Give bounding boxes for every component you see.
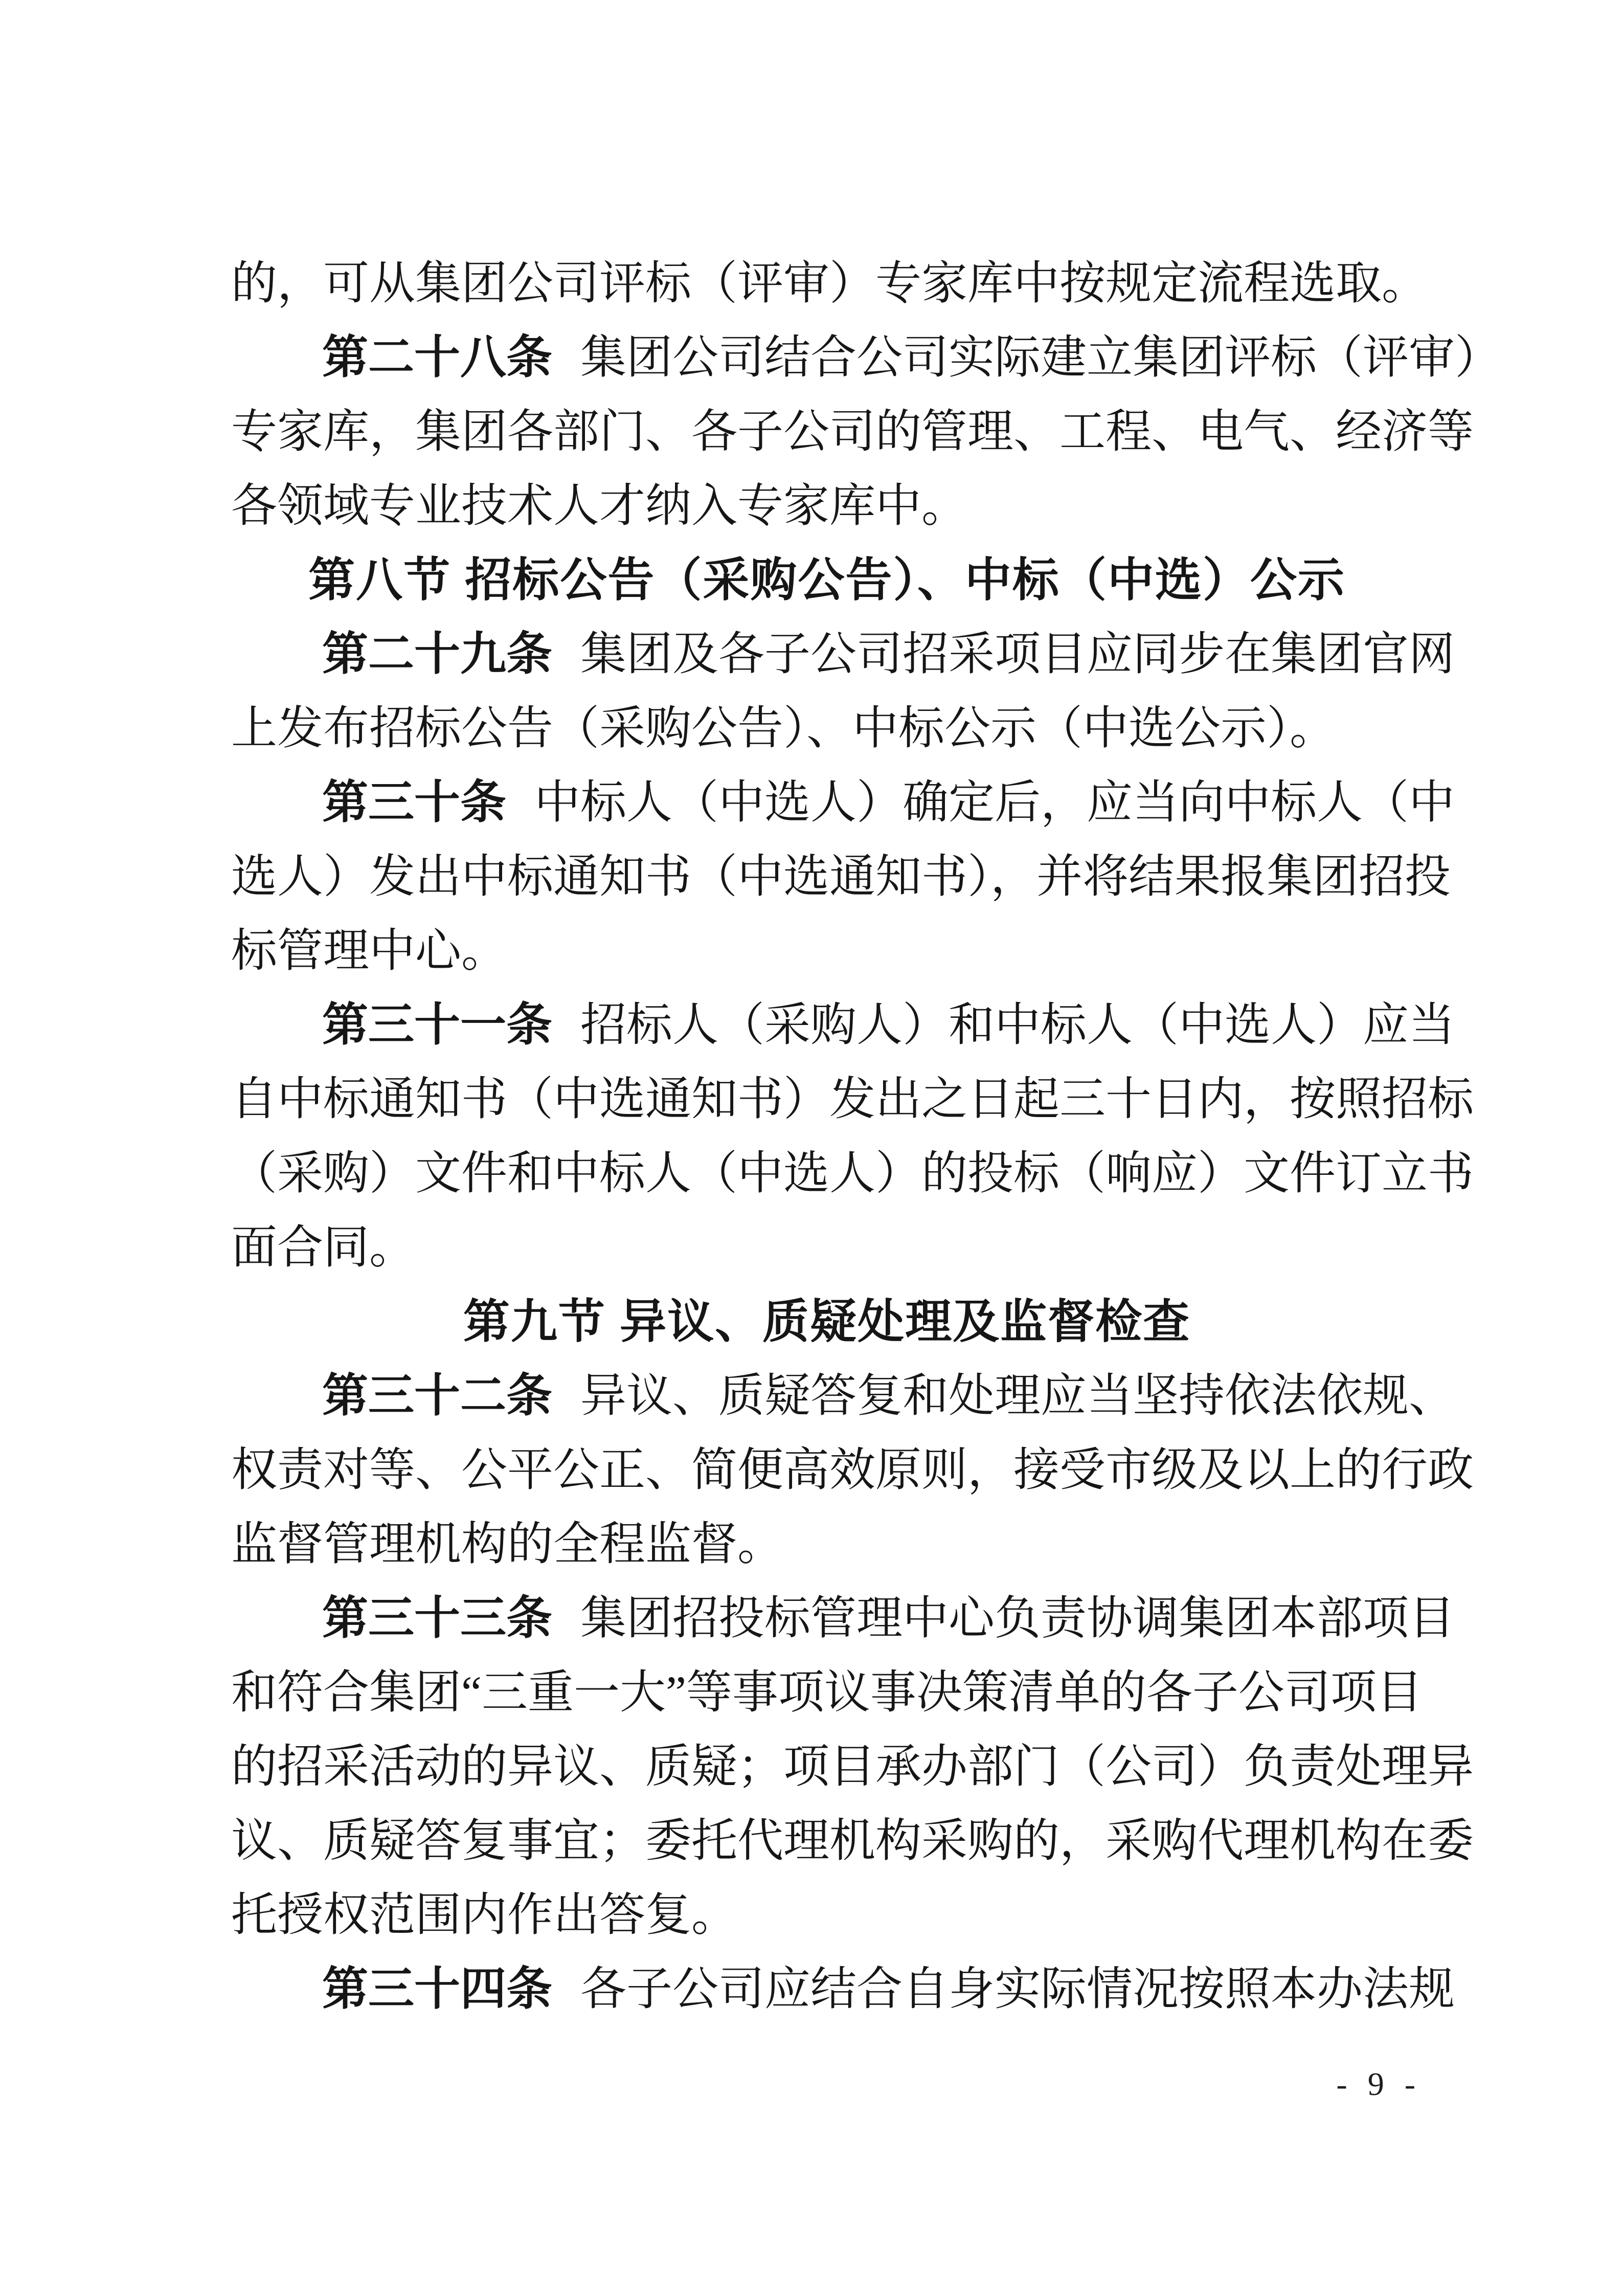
article-text: 异议、质疑答复和处理应当坚持依法依规、 bbox=[580, 1371, 1455, 1421]
text-line: 托授权范围内作出答复。 bbox=[231, 1890, 737, 1941]
text-line: 监督管理机构的全程监督。 bbox=[231, 1519, 783, 1570]
article-number: 第三十二条 bbox=[322, 1371, 552, 1421]
article-number: 第三十条 bbox=[322, 777, 506, 828]
text-line: 权责对等、公平公正、简便高效原则，接受市级及以上的行政 bbox=[231, 1445, 1474, 1496]
text-line: 选人）发出中标通知书（中选通知书），并将结果报集团招投 bbox=[231, 852, 1451, 902]
text-line: 自中标通知书（中选通知书）发出之日起三十日内，按照招标 bbox=[231, 1074, 1474, 1125]
text-line bbox=[231, 988, 1455, 1062]
article-number: 第三十三条 bbox=[322, 1593, 552, 1644]
document-content bbox=[231, 247, 1501, 2026]
text-line: （采购）文件和中标人（中选人）的投标（响应）文件订立书 bbox=[231, 1148, 1474, 1199]
text-line: 上发布招标公告（采购公告）、中标公示（中选公示）。 bbox=[231, 703, 1336, 754]
article-number: 第三十一条 bbox=[322, 1000, 552, 1051]
text-line: 的招采活动的异议、质疑；项目承办部门（公司）负责处理异 bbox=[231, 1742, 1474, 1792]
article-text: 集团招投标管理中心负责协调集团本部项目 bbox=[580, 1593, 1455, 1644]
section-heading: 第八节 招标公告（采购公告）、中标（中选）公示 bbox=[308, 554, 1345, 606]
text-line bbox=[231, 1581, 1455, 1656]
article-number: 第二十九条 bbox=[322, 629, 552, 680]
page-number: - 9 - bbox=[1336, 2066, 1422, 2102]
text-line: 面合同。 bbox=[231, 1222, 415, 1273]
article-text: 招标人（采购人）和中标人（中选人）应当 bbox=[580, 1000, 1455, 1051]
article-text: 各子公司应结合自身实际情况按照本办法规 bbox=[580, 1964, 1455, 2015]
text-line bbox=[231, 766, 1455, 840]
text-line: 的，可从集团公司评标（评审）专家库中按规定流程选取。 bbox=[231, 258, 1428, 309]
article-text: 集团及各子公司招采项目应同步在集团官网 bbox=[580, 629, 1455, 680]
text-line: 标管理中心。 bbox=[231, 926, 507, 976]
text-line bbox=[231, 1359, 1455, 1433]
text-line: 议、质疑答复事宜；委托代理机构采购的，采购代理机构在委 bbox=[231, 1816, 1474, 1866]
article-number: 第二十八条 bbox=[322, 332, 552, 383]
text-line: 各领域专业技术人才纳入专家库中。 bbox=[231, 481, 967, 531]
article-text: 中标人（中选人）确定后，应当向中标人（中 bbox=[534, 777, 1455, 828]
text-line bbox=[231, 1952, 1455, 2026]
text-line bbox=[231, 617, 1455, 692]
article-text: 集团公司结合公司实际建立集团评标（评审） bbox=[580, 332, 1501, 383]
text-line: 和符合集团“三重一大”等事项议事决策清单的各子公司项目 bbox=[231, 1667, 1423, 1718]
article-number: 第三十四条 bbox=[322, 1964, 552, 2015]
text-line: 专家库，集团各部门、各子公司的管理、工程、电气、经济等 bbox=[231, 407, 1474, 457]
text-line bbox=[231, 321, 1501, 395]
section-heading: 第九节 异议、质疑处理及监督检查 bbox=[463, 1296, 1191, 1348]
